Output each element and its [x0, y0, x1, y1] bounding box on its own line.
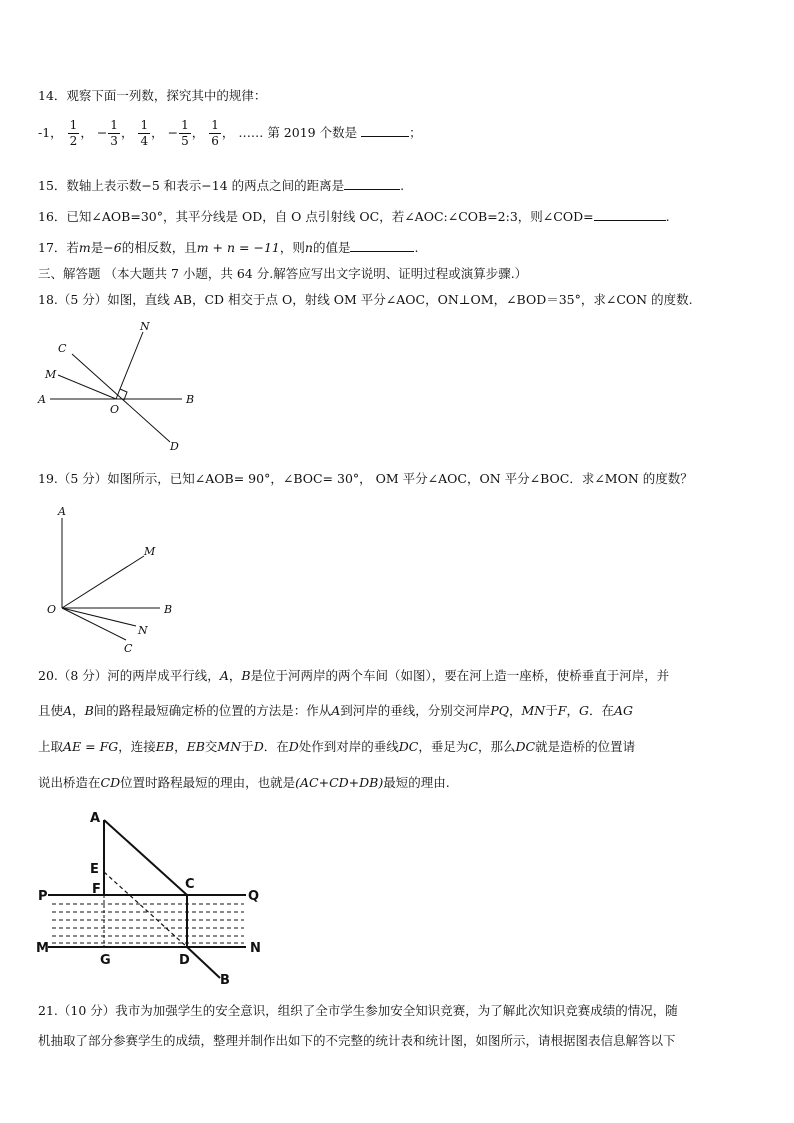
q21-line-1: 21.（10 分）我市为加强学生的安全意识，组织了全市学生参加安全知识竞赛，为了解此次知识竞赛成绩的情况，随 [38, 1003, 678, 1018]
q18-text: 18.（5 分）如图，直线 AB，CD 相交于点 O，射线 OM 平分∠AOC，ON⊥OM，∠BOD＝35°，求∠CON 的度数. [38, 292, 693, 307]
q18-label-B: B [186, 393, 195, 406]
q20-figure [34, 806, 274, 992]
q14-answer-blank[interactable] [361, 124, 409, 137]
q19-label-C: C [124, 642, 133, 654]
q18-label-O: O [110, 403, 120, 416]
q15: 15．数轴上表示数−5 和表示−14 的两点之间的距离是 . [38, 178, 405, 193]
section-3-heading: 三、解答题 （本大题共 7 小题，共 64 分.解答应写出文字说明、证明过程或演算步骤.） [38, 266, 528, 281]
q14-frac-5: $\frac{1}{6}$ [211, 118, 219, 148]
q14-frac-4: − $\frac{1}{5}$ [167, 118, 189, 148]
q20-label-G: G [100, 953, 111, 968]
q15-answer-blank[interactable] [344, 177, 400, 190]
q14-frac-2: − $\frac{1}{3}$ [96, 118, 118, 148]
q14-frac-1: $\frac{1}{2}$ [69, 118, 78, 148]
q14-start: -1， [38, 125, 63, 140]
q18-figure [36, 318, 206, 456]
q20-line-3: 上取AE = FG，连接EB，EB交MN于D．在D处作到对岸的垂线DC，垂足为C，那么DC就是造桥的位置请 [38, 739, 636, 754]
q20-line-4: 说出桥造在CD位置时路程最短的理由，也就是(AC+CD+DB)最短的理由. [38, 775, 450, 790]
q20-label-M: M [36, 941, 49, 956]
q18-label-N: N [140, 320, 150, 333]
q20-label-F: F [92, 882, 101, 897]
q20-label-D: D [179, 953, 190, 968]
q16-answer-blank[interactable] [594, 208, 666, 221]
q21-line-2: 机抽取了部分参赛学生的成绩，整理并制作出如下的不完整的统计表和统计图，如图所示，请根据图表信息解答以下 [38, 1033, 676, 1048]
q20-label-N: N [250, 941, 261, 956]
q19-figure [40, 502, 190, 654]
q14-tail: …… 第 2019 个数是 [238, 125, 358, 140]
q17: 17．若m是−6的相反数，且m + n = −11，则n的值是 . [38, 240, 419, 255]
q20-label-C: C [185, 877, 195, 892]
q18-label-D: D [170, 440, 179, 453]
q20-line-2: 且使A，B间的路程最短确定桥的位置的方法是：作从A到河岸的垂线，分别交河岸PQ，MN于F，G．在AG [38, 703, 633, 718]
q20-label-B: B [220, 973, 230, 988]
q19-label-B: B [164, 603, 173, 616]
q18-label-M: M [45, 368, 57, 381]
q14-frac-3: $\frac{1}{4}$ [140, 118, 149, 148]
q14-sequence: -1， $\frac{1}{2}$ ， − $\frac{1}{3}$ ， $\frac{1}{4}$ ， − $\frac{1}{5}$ ， $\frac{1}{6}$ ， …… 第 2019 个数是 ； [38, 118, 422, 148]
q18-label-C: C [58, 342, 67, 355]
q20-label-Q: Q [248, 889, 260, 904]
q18-label-A: A [38, 393, 46, 406]
q20-label-E: E [90, 862, 99, 877]
q17-answer-blank[interactable] [350, 239, 414, 252]
q20-label-A: A [90, 811, 101, 826]
q14-title: 14．观察下面一列数，探究其中的规律： [38, 88, 267, 103]
q20-line-1: 20.（8 分）河的两岸成平行线，A，B是位于河两岸的两个车间（如图），要在河上造一座桥，使桥垂直于河岸，并 [38, 668, 670, 683]
q16: 16．已知∠AOB=30°，其平分线是 OD，自 O 点引射线 OC，若∠AOC:∠COB=2:3，则∠COD= . [38, 209, 670, 224]
q19-label-N: N [138, 624, 148, 637]
q19-label-M: M [144, 545, 156, 558]
q19-label-O: O [47, 603, 57, 616]
q19-text: 19.（5 分）如图所示，已知∠AOB= 90°，∠BOC= 30°， OM 平分∠AOC，ON 平分∠BOC．求∠MON 的度数？ [38, 471, 693, 486]
q19-label-A: A [58, 505, 66, 518]
q20-label-P: P [38, 889, 48, 904]
